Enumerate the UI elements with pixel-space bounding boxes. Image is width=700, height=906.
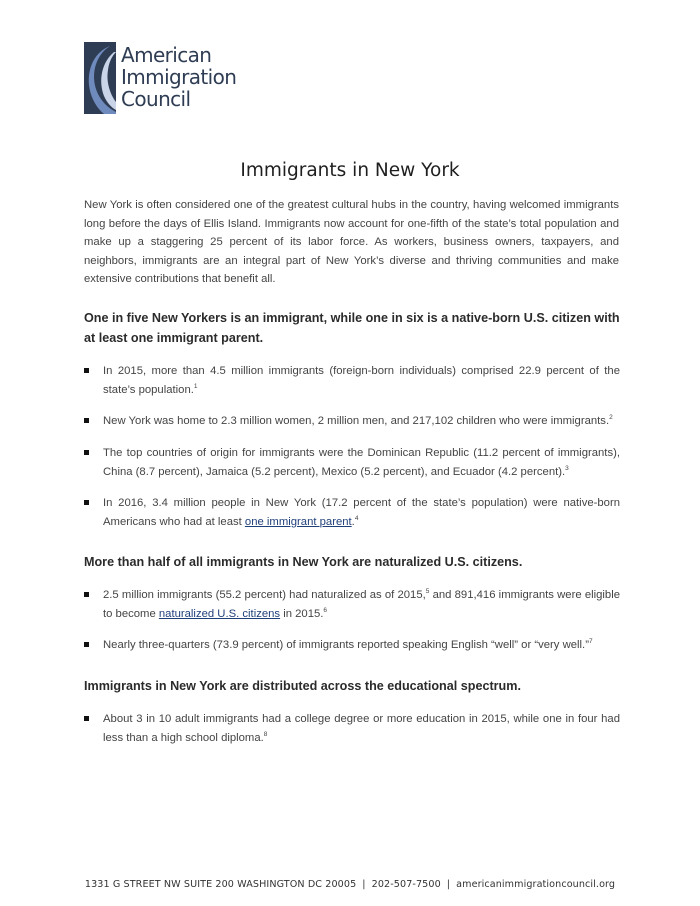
page-title: Immigrants in New York bbox=[240, 160, 460, 181]
immigrant-parent-link[interactable]: one immigrant parent bbox=[244, 515, 352, 528]
footnote-ref[interactable]: 5 bbox=[425, 588, 430, 596]
logo-line-3: Council bbox=[121, 87, 191, 111]
footnote-ref[interactable]: 2 bbox=[609, 414, 613, 422]
bullet-text: In 2015, more than 4.5 million immigrants (foreign-born individuals) comprised 22.9 percent of the state’s population. bbox=[103, 365, 620, 396]
bullet-marker bbox=[84, 418, 89, 423]
bullet-marker bbox=[84, 642, 89, 647]
logo-line-1: American bbox=[121, 43, 212, 67]
logo-swoosh-icon bbox=[84, 42, 116, 114]
organization-logo bbox=[84, 42, 237, 116]
bullet-text-mid: and 891,416 immigrants were eligible to become bbox=[103, 589, 620, 620]
bullet-text: 2.5 million immigrants (55.2 percent) had naturalized as of 2015, bbox=[103, 589, 426, 601]
bullet-text: New York was home to 2.3 million women, 2 million men, and 217,102 children who were immigrants. bbox=[103, 415, 610, 427]
bullet-marker bbox=[84, 592, 89, 597]
footnote-ref[interactable]: 7 bbox=[588, 638, 593, 646]
bullet-marker bbox=[84, 450, 89, 455]
list-item bbox=[84, 636, 620, 655]
logo-wordmark bbox=[121, 44, 236, 110]
naturalized-citizens-link[interactable]: naturalized U.S. citizens bbox=[158, 607, 281, 620]
footer-separator: | bbox=[446, 879, 451, 890]
section-heading-education: Immigrants in New York are distributed across the educational spectrum. bbox=[84, 679, 521, 693]
list-item bbox=[84, 586, 620, 623]
section-heading-population: One in five New Yorkers is an immigrant, while one in six is a native-born U.S. citizen with at least one immigrant parent. bbox=[84, 311, 620, 345]
footer-website-link[interactable]: americanimmigrationcouncil.org bbox=[456, 879, 616, 890]
footer-address: 1331 G STREET NW SUITE 200 WASHINGTON DC 20005 bbox=[84, 879, 357, 890]
bullet-text-end: in 2015. bbox=[280, 607, 324, 620]
bullet-marker bbox=[84, 368, 89, 373]
list-item bbox=[84, 362, 620, 399]
page-footer bbox=[0, 879, 700, 890]
list-item bbox=[84, 710, 620, 747]
footnote-ref[interactable]: 1 bbox=[193, 382, 198, 390]
bullet-text: About 3 in 10 adult immigrants had a college degree or more education in 2015, while one in four had less than a high school diploma. bbox=[103, 713, 620, 744]
bullet-marker bbox=[84, 716, 89, 721]
logo-line-2: Immigration bbox=[121, 65, 237, 89]
footnote-ref[interactable]: 3 bbox=[565, 464, 569, 472]
list-item bbox=[84, 412, 620, 431]
bullet-text: In 2016, 3.4 million people in New York (17.2 percent of the state’s population) were native-born Americans who had at least bbox=[103, 497, 620, 528]
footer-phone: 202-507-7500 bbox=[371, 879, 441, 890]
section-heading-naturalization: More than half of all immigrants in New York are naturalized U.S. citizens. bbox=[84, 555, 523, 569]
list-item bbox=[84, 444, 620, 481]
bullet-text: Nearly three-quarters (73.9 percent) of immigrants reported speaking English “well” or “very well.” bbox=[103, 639, 589, 651]
bullet-text: The top countries of origin for immigrants were the Dominican Republic (11.2 percent of immigrants), China (8.7 percent), Jamaica (5.2 percent), Mexico (5.2 percent), and Ecuador (4.2 percent). bbox=[103, 447, 620, 478]
footer-separator: | bbox=[362, 879, 366, 890]
footnote-ref[interactable]: 8 bbox=[263, 730, 268, 738]
bullet-marker bbox=[84, 500, 89, 505]
footnote-ref[interactable]: 6 bbox=[323, 606, 328, 614]
bullet-text-end: . bbox=[351, 515, 355, 528]
list-item bbox=[84, 494, 620, 531]
intro-paragraph: New York is often considered one of the greatest cultural hubs in the country, having welcomed immigrants long before the days of Ellis Island. Immigrants now account for one-fifth of the state’s total population and make up a staggering 25 percent of its labor force. As workers, business owners, taxpayers, and neighbors, immigrants are an integral part of New York’s diverse and thriving communities and make extensive contributions that benefit all. bbox=[84, 199, 619, 285]
footnote-ref[interactable]: 4 bbox=[354, 514, 359, 522]
